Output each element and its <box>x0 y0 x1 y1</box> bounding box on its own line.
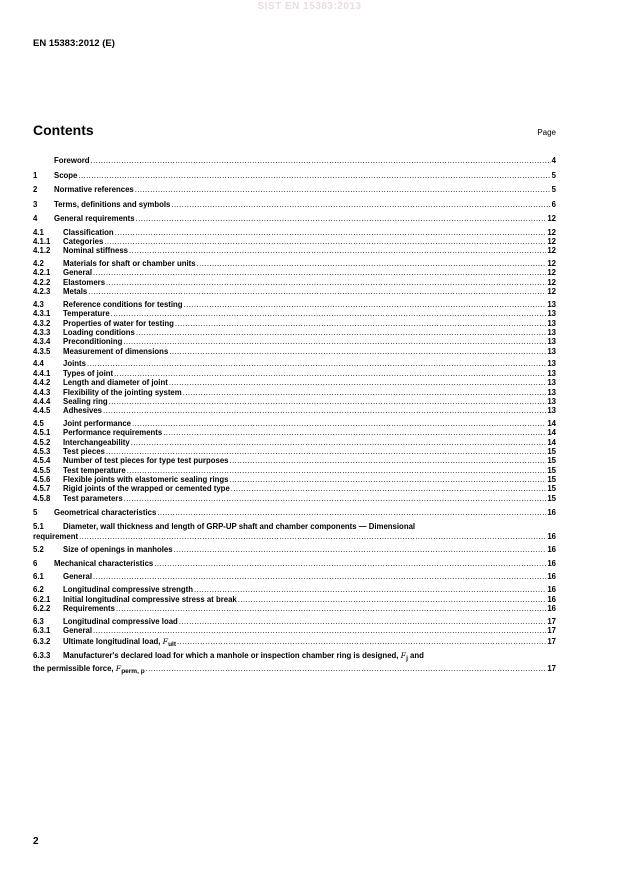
leader-dots <box>175 319 546 328</box>
leader-dots <box>93 626 546 635</box>
leader-dots <box>146 663 547 672</box>
toc-entry[interactable] <box>33 456 556 465</box>
watermark: SIST EN 15383:2013 <box>257 1 362 12</box>
toc-entry-page: 5 <box>551 170 556 180</box>
toc-entry-title: Ultimate longitudinal load, $F_{ult}$ <box>63 636 177 648</box>
toc-entry-page: 13 <box>547 337 556 347</box>
toc-entry-page: 17 <box>547 626 556 636</box>
toc-entry-title: Reference conditions for testing <box>63 299 183 309</box>
toc-entry[interactable] <box>33 397 556 406</box>
leader-dots <box>116 604 546 613</box>
toc-entry-number: 6.2 <box>33 585 44 595</box>
toc-entry-number: 4 <box>33 214 38 223</box>
toc-entry-number: 4.3 <box>33 299 44 309</box>
toc-entry[interactable] <box>33 347 556 356</box>
leader-dots <box>157 507 546 516</box>
toc-entry-page: 13 <box>547 396 556 406</box>
leader-dots <box>91 155 551 164</box>
toc-entry-number: 5.1 <box>33 521 44 531</box>
toc-entry-page: 12 <box>547 236 556 246</box>
toc-entry-number: 4.4.1 <box>33 368 51 378</box>
toc-entry[interactable] <box>33 369 556 378</box>
toc-entry[interactable] <box>33 388 556 397</box>
toc-entry-page: 4 <box>551 156 556 165</box>
toc-entry-number: 1 <box>33 170 38 180</box>
toc-entry[interactable] <box>33 604 556 613</box>
toc-entry-title: Classification <box>63 227 114 237</box>
toc-entry-title: General <box>63 268 93 278</box>
toc-entry-title: Terms, definitions and symbols <box>54 199 171 209</box>
leader-dots <box>163 428 546 437</box>
leader-dots <box>169 378 546 387</box>
leader-dots <box>169 347 546 356</box>
toc-entry[interactable] <box>33 507 556 518</box>
toc-entry-title: Preconditioning <box>63 337 123 347</box>
toc-entry-title: Joint performance <box>63 419 132 429</box>
toc-entry-page: 5 <box>551 185 556 194</box>
toc-entry-number: 4.4.3 <box>33 387 51 397</box>
toc-entry-page: 12 <box>547 227 556 237</box>
toc-entry-page: 13 <box>547 359 556 369</box>
toc-entry-page: 6 <box>551 199 556 209</box>
toc-entry-page: 16 <box>547 594 556 604</box>
leader-dots <box>197 259 547 268</box>
toc-entry[interactable] <box>33 268 556 277</box>
toc-entry-title: Requirements <box>63 604 115 613</box>
toc-entry[interactable] <box>33 447 556 456</box>
leader-dots <box>87 359 546 368</box>
toc-entry-number: 4.2.3 <box>33 287 51 297</box>
toc-entry-number: 6.1 <box>33 572 44 582</box>
toc-entry[interactable] <box>33 237 556 246</box>
toc-entry-title: Number of test pieces for type test purposes <box>63 456 229 466</box>
toc-entry-page: 16 <box>547 604 556 613</box>
toc-entry[interactable] <box>33 626 556 635</box>
toc-entry-title: Nominal stiffness <box>63 246 128 256</box>
toc-entry-page: 15 <box>547 465 556 475</box>
leader-dots <box>109 397 547 406</box>
toc-entry-page: 12 <box>547 246 556 256</box>
toc-entry-number: 4.4.5 <box>33 406 51 416</box>
toc-entry-title: Test parameters <box>63 493 123 503</box>
toc-entry-page: 16 <box>547 585 556 595</box>
toc-entry-page: 14 <box>547 437 556 447</box>
toc-entry-title: Flexibility of the jointing system <box>63 387 182 397</box>
toc-entry[interactable] <box>33 558 556 569</box>
toc-entry-title: General <box>63 626 93 636</box>
leader-dots <box>230 456 547 465</box>
toc-entry-title: Temperature <box>63 309 110 319</box>
leader-dots <box>115 228 547 237</box>
toc-entry[interactable] <box>33 484 556 493</box>
toc-entry[interactable] <box>33 228 556 237</box>
toc-entry-number: 4.5.2 <box>33 437 51 447</box>
leader-dots <box>136 213 547 222</box>
toc-entry-5-1[interactable] <box>33 522 556 542</box>
toc-entry[interactable] <box>33 337 556 346</box>
toc-entry-number: 4.1.2 <box>33 246 51 256</box>
toc-entry-page: 13 <box>547 368 556 378</box>
leader-dots <box>230 475 547 484</box>
toc-entry[interactable] <box>33 309 556 318</box>
toc-entry-number: 4.3.2 <box>33 318 51 328</box>
leader-dots <box>93 572 546 581</box>
toc-entry-6-3-3[interactable]: 6.3.3 Manufacturer's declared load for which a manhole or inspection chamber ring is designed, $F_j$ and the permissible force, $F_{perm, p}$ ..... 17 <box>33 650 556 676</box>
toc-entry[interactable] <box>33 319 556 328</box>
toc-entry[interactable] <box>33 287 556 296</box>
leader-dots <box>114 369 546 378</box>
toc-entry-title: Rigid joints of the wrapped or cemented type <box>63 484 230 494</box>
document-header: EN 15383:2012 (E) <box>33 38 115 49</box>
toc-entry-number: 4.1.1 <box>33 236 51 246</box>
toc-entry-page: 15 <box>547 456 556 466</box>
toc-entry[interactable] <box>33 170 556 181</box>
toc-entry-page: 17 <box>547 636 556 646</box>
toc-entry-page: 12 <box>547 214 556 223</box>
leader-dots <box>184 300 547 309</box>
toc-entry-6-3-2[interactable] <box>33 636 556 647</box>
toc-entry-page: 12 <box>547 287 556 297</box>
toc-entry-number: 4.4 <box>33 359 44 369</box>
toc-entry[interactable] <box>33 328 556 337</box>
leader-dots <box>132 419 546 428</box>
toc-entry-title: Test pieces <box>63 447 105 457</box>
toc-entry-number: 4.5.8 <box>33 493 51 503</box>
toc-entry-page: 13 <box>547 387 556 397</box>
toc-entry-title: Metals <box>63 287 88 297</box>
toc-entry-number: 6.2.1 <box>33 594 51 604</box>
leader-dots <box>123 337 546 346</box>
toc-entry-title: Length and diameter of joint <box>63 378 168 388</box>
toc-entry-page: 13 <box>547 318 556 328</box>
toc-entry[interactable] <box>33 595 556 604</box>
toc-entry-number: 4.2.2 <box>33 277 51 287</box>
toc-entry-page: 17 <box>547 663 556 673</box>
toc-entry-title: Sealing ring <box>63 396 108 406</box>
toc-entry-title: Size of openings in manholes <box>63 545 173 555</box>
toc-entry-page: 13 <box>547 327 556 337</box>
toc-entry-number: 3 <box>33 199 38 209</box>
toc-entry-title: Geometrical characteristics <box>54 507 157 517</box>
toc-entry[interactable] <box>33 199 556 210</box>
toc-entry-title: Properties of water for testing <box>63 318 174 328</box>
toc-entry-page: 16 <box>547 507 556 517</box>
toc-entry[interactable] <box>33 617 556 626</box>
toc-entry-number: 4.2 <box>33 259 44 269</box>
toc-entry[interactable] <box>33 259 556 268</box>
toc-entry-title: Foreword <box>54 156 90 165</box>
toc-entry-page: 15 <box>547 475 556 485</box>
toc-entry-number: 4.3.4 <box>33 337 51 347</box>
toc-entry[interactable] <box>33 378 556 387</box>
leader-dots <box>104 237 546 246</box>
toc-entry-page: 16 <box>547 558 556 568</box>
toc-entry-number: 4.1 <box>33 227 44 237</box>
toc-entry-title: Interchangeability <box>63 437 130 447</box>
toc-entry-page: 17 <box>547 616 556 626</box>
toc-entry-page: 13 <box>547 346 556 356</box>
toc-entry-page: 12 <box>547 259 556 269</box>
toc-entry-page: 13 <box>547 378 556 388</box>
toc-entry-page: 12 <box>547 277 556 287</box>
leader-dots <box>78 170 550 179</box>
toc-entry[interactable] <box>33 155 556 166</box>
toc-entry-page: 15 <box>547 484 556 494</box>
toc-entry[interactable] <box>33 428 556 437</box>
toc-entry[interactable] <box>33 585 556 594</box>
toc-entry-title: Diameter, wall thickness and length of GRP-UP shaft and chamber components — Dimensional <box>63 521 416 531</box>
toc-entry-title: Mechanical characteristics <box>54 558 154 568</box>
toc-entry-page: 13 <box>547 299 556 309</box>
toc-entry-page: 15 <box>547 493 556 503</box>
toc-entry[interactable] <box>33 438 556 447</box>
leader-dots <box>124 494 547 503</box>
toc-entry-title: Materials for shaft or chamber units <box>63 259 196 269</box>
toc-entry-number: 4.5.4 <box>33 456 51 466</box>
toc-entry-page: 14 <box>547 428 556 438</box>
toc-entry-title-cont: requirement <box>33 531 79 541</box>
toc-entry-title: Categories <box>63 236 104 246</box>
toc-entry-page: 13 <box>547 406 556 416</box>
leader-dots <box>106 278 546 287</box>
toc-entry-title: Performance requirements <box>63 428 163 438</box>
leader-dots <box>131 438 547 447</box>
toc-entry[interactable] <box>33 475 556 484</box>
toc-entry-number: 4.3.3 <box>33 327 51 337</box>
toc-entry-title: Longitudinal compressive load <box>63 616 178 626</box>
leader-dots <box>129 246 546 255</box>
toc-entry[interactable] <box>33 184 556 195</box>
leader-dots <box>179 617 547 626</box>
leader-dots <box>127 466 547 475</box>
toc-entry[interactable] <box>33 278 556 287</box>
toc-entry-number: 6.3.1 <box>33 626 51 636</box>
leader-dots <box>154 558 546 567</box>
toc-entry-number: 6.3.3 <box>33 650 51 660</box>
toc-entry-number: 4.5.3 <box>33 447 51 457</box>
leader-dots <box>183 388 547 397</box>
leader-dots <box>171 199 550 208</box>
toc-entry[interactable] <box>33 494 556 503</box>
toc-entry-page: 15 <box>547 447 556 457</box>
toc-entry-number: 6.3.2 <box>33 636 51 646</box>
toc-entry-number: 4.3.1 <box>33 309 51 319</box>
toc-entry-number: 2 <box>33 185 38 194</box>
toc-entry-number: 4.3.5 <box>33 346 51 356</box>
toc-entry-title: Elastomers <box>63 277 106 287</box>
table-of-contents <box>33 155 556 676</box>
toc-entry-page: 16 <box>547 531 556 541</box>
leader-dots <box>103 406 546 415</box>
leader-dots <box>93 268 546 277</box>
toc-entry-number: 4.5 <box>33 419 44 429</box>
toc-entry-title: Measurement of dimensions <box>63 346 169 356</box>
toc-entry-page: 14 <box>547 419 556 429</box>
toc-entry-title: Test temperature <box>63 465 126 475</box>
toc-entry-page: 16 <box>547 545 556 555</box>
page-column-label: Page <box>537 128 556 137</box>
leader-dots <box>231 484 547 493</box>
toc-entry-number: 4.4.2 <box>33 378 51 388</box>
toc-entry-number: 5 <box>33 507 38 517</box>
toc-entry-page: 12 <box>547 268 556 278</box>
toc-entry-page: 13 <box>547 309 556 319</box>
toc-entry-number: 4.5.5 <box>33 465 51 475</box>
toc-entry[interactable] <box>33 246 556 255</box>
toc-entry[interactable] <box>33 545 556 554</box>
toc-entry-title: Joints <box>63 359 86 369</box>
toc-entry-title: General requirements <box>54 214 135 223</box>
toc-entry-title: Flexible joints with elastomeric sealing rings <box>63 475 229 485</box>
toc-entry-number: 6 <box>33 558 38 568</box>
toc-entry[interactable] <box>33 406 556 415</box>
toc-entry-page: 16 <box>547 572 556 582</box>
toc-entry-number: 4.4.4 <box>33 396 51 406</box>
toc-entry-title: Types of joint <box>63 368 114 378</box>
leader-dots <box>135 184 551 193</box>
toc-entry-title: Scope <box>54 170 78 180</box>
toc-entry-title: Manufacturer's declared load for which a manhole or inspection chamber ring is designed, <box>63 650 401 660</box>
leader-dots <box>88 287 546 296</box>
toc-entry-title: Adhesives <box>63 406 103 416</box>
toc-entry-title: General <box>63 572 93 582</box>
toc-entry-number: 6.3 <box>33 616 44 626</box>
leader-dots <box>79 532 546 541</box>
leader-dots <box>177 636 546 645</box>
toc-entry-number: 4.5.6 <box>33 475 51 485</box>
toc-entry-title-cont: the permissible force, $F_{perm, p}$ <box>33 663 145 675</box>
leader-dots <box>106 447 546 456</box>
leader-dots <box>111 309 547 318</box>
toc-entry[interactable] <box>33 213 556 224</box>
toc-entry-number: 4.2.1 <box>33 268 51 278</box>
toc-entry-number: 5.2 <box>33 545 44 555</box>
leader-dots <box>238 595 547 604</box>
toc-entry[interactable] <box>33 419 556 428</box>
leader-dots <box>194 585 546 594</box>
toc-entry-title: Initial longitudinal compressive stress at break <box>63 594 237 604</box>
toc-entry[interactable] <box>33 572 556 581</box>
toc-entry[interactable] <box>33 466 556 475</box>
toc-entry-title: Longitudinal compressive strength <box>63 585 193 595</box>
toc-entry[interactable] <box>33 300 556 309</box>
toc-entry-title: Normative references <box>54 185 134 194</box>
leader-dots <box>174 545 547 554</box>
toc-entry-title: Loading conditions <box>63 327 135 337</box>
toc-entry-number: 6.2.2 <box>33 604 51 613</box>
contents-title: Contents <box>33 122 94 138</box>
toc-entry-number: 4.5.7 <box>33 484 51 494</box>
page-number: 2 <box>33 836 39 847</box>
leader-dots <box>136 328 546 337</box>
toc-entry-number: 4.5.1 <box>33 428 51 438</box>
toc-entry[interactable] <box>33 359 556 368</box>
